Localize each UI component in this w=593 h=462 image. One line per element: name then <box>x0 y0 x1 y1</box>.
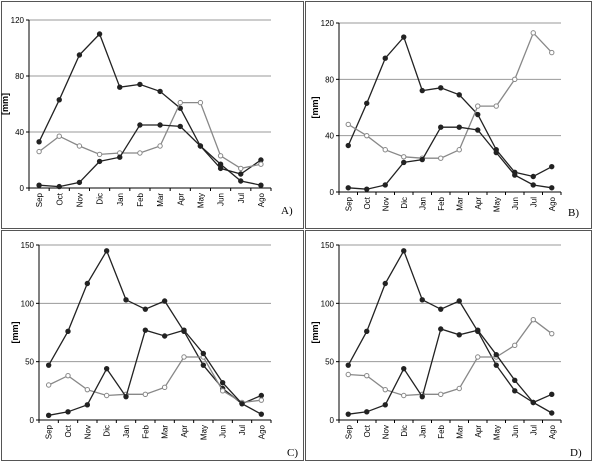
panel-border <box>306 2 592 229</box>
y-tick-label: 150 <box>320 241 334 250</box>
y-tick-label: 0 <box>19 184 24 193</box>
x-tick-label: Jan <box>418 425 428 438</box>
data-point-series-3 <box>220 380 224 384</box>
data-point-series-2 <box>457 386 461 390</box>
data-point-series-1 <box>124 298 128 302</box>
data-point-series-2 <box>77 144 81 148</box>
data-point-series-2 <box>138 151 142 155</box>
x-tick-label: Dic <box>399 425 409 437</box>
y-tick-label: 50 <box>325 357 334 367</box>
data-point-series-3 <box>46 413 50 417</box>
data-point-series-3 <box>476 128 480 132</box>
panel-label: C) <box>287 447 298 459</box>
data-point-series-2 <box>259 398 263 402</box>
data-point-series-3 <box>77 180 81 184</box>
data-point-series-2 <box>457 148 461 152</box>
y-tick-label: 100 <box>20 299 34 309</box>
x-tick-label: May <box>492 425 502 441</box>
data-point-series-1 <box>143 307 147 311</box>
data-point-series-2 <box>402 155 406 159</box>
series-line-2 <box>348 33 552 158</box>
data-point-series-3 <box>239 179 243 183</box>
data-point-series-2 <box>531 317 535 321</box>
y-tick-label: 120 <box>320 19 334 28</box>
data-point-series-1 <box>457 93 461 97</box>
data-point-series-2 <box>513 77 517 81</box>
data-point-series-3 <box>124 394 128 398</box>
data-point-series-1 <box>439 86 443 90</box>
data-point-series-1 <box>550 164 554 168</box>
x-tick-label: Apr <box>176 193 186 206</box>
x-tick-label: Jun <box>510 425 520 438</box>
data-point-series-2 <box>66 373 70 377</box>
x-tick-label: Jan <box>115 193 125 206</box>
data-point-series-2 <box>162 385 166 389</box>
y-tick-label: 40 <box>325 131 334 141</box>
data-point-series-2 <box>383 148 387 152</box>
data-point-series-3 <box>182 328 186 332</box>
x-tick-label: Dic <box>399 197 409 209</box>
data-point-series-3 <box>57 184 61 188</box>
chart-panel-1 <box>0 2 304 229</box>
data-point-series-2 <box>218 154 222 158</box>
data-point-series-2 <box>494 104 498 108</box>
data-point-series-1 <box>77 53 81 57</box>
data-point-series-3 <box>550 411 554 415</box>
series-line-2 <box>348 320 552 396</box>
x-tick-label: Oct <box>362 425 372 438</box>
x-tick-label: Nov <box>381 425 391 440</box>
data-point-series-3 <box>66 410 70 414</box>
data-point-series-2 <box>365 373 369 377</box>
data-point-series-1 <box>383 56 387 60</box>
data-point-series-2 <box>550 50 554 54</box>
data-point-series-3 <box>259 412 263 416</box>
x-tick-label: Mar <box>156 193 166 207</box>
x-tick-label: Nov <box>381 197 391 212</box>
data-point-series-2 <box>143 392 147 396</box>
y-tick-label: 80 <box>15 72 24 81</box>
data-point-series-3 <box>138 123 142 127</box>
data-point-series-3 <box>365 187 369 191</box>
data-point-series-3 <box>550 186 554 190</box>
data-point-series-1 <box>402 249 406 253</box>
x-tick-label: Oct <box>64 425 73 438</box>
x-tick-label: Jul <box>529 425 539 436</box>
data-point-series-1 <box>37 140 41 144</box>
data-point-series-3 <box>143 328 147 332</box>
data-point-series-1 <box>476 112 480 116</box>
x-tick-label: Apr <box>473 197 483 210</box>
x-tick-label: Jun <box>218 425 228 438</box>
y-tick-label: 40 <box>15 128 24 137</box>
data-point-series-2 <box>550 331 554 335</box>
data-point-series-1 <box>365 101 369 105</box>
data-point-series-2 <box>346 122 350 126</box>
chart-panel-4 <box>306 231 592 461</box>
data-point-series-3 <box>402 366 406 370</box>
x-tick-label: May <box>199 425 209 441</box>
data-point-series-1 <box>457 299 461 303</box>
data-point-series-1 <box>346 363 350 367</box>
data-point-series-2 <box>182 355 186 359</box>
series-line-1 <box>39 34 261 174</box>
data-point-series-1 <box>383 281 387 285</box>
data-point-series-3 <box>531 183 535 187</box>
data-point-series-3 <box>531 400 535 404</box>
data-point-series-1 <box>439 307 443 311</box>
data-point-series-2 <box>383 387 387 391</box>
y-axis-label: [mm] <box>0 93 10 115</box>
data-point-series-3 <box>457 125 461 129</box>
data-point-series-1 <box>259 393 263 397</box>
x-tick-label: Nov <box>75 193 85 208</box>
x-tick-label: Sep <box>44 425 54 440</box>
series-line-3 <box>348 329 552 414</box>
data-point-series-1 <box>46 363 50 367</box>
data-point-series-1 <box>346 143 350 147</box>
data-point-series-3 <box>420 157 424 161</box>
data-point-series-3 <box>513 173 517 177</box>
data-point-series-1 <box>158 89 162 93</box>
y-tick-label: 50 <box>25 357 34 367</box>
data-point-series-2 <box>513 343 517 347</box>
y-tick-label: 100 <box>320 299 334 309</box>
data-point-series-3 <box>439 327 443 331</box>
data-point-series-3 <box>346 412 350 416</box>
data-point-series-1 <box>97 32 101 36</box>
x-tick-label: May <box>492 197 502 213</box>
data-point-series-3 <box>259 183 263 187</box>
data-point-series-3 <box>494 352 498 356</box>
data-point-series-3 <box>402 160 406 164</box>
y-tick-label: 150 <box>20 241 34 250</box>
data-point-series-2 <box>402 393 406 397</box>
data-point-series-1 <box>420 298 424 302</box>
series-line-3 <box>39 125 261 187</box>
y-tick-label: 120 <box>10 16 24 25</box>
y-axis-label: [mm] <box>310 321 320 344</box>
data-point-series-3 <box>439 125 443 129</box>
series-line-1 <box>348 37 552 176</box>
data-point-series-1 <box>239 172 243 176</box>
x-tick-label: Oct <box>55 193 65 206</box>
data-point-series-3 <box>383 403 387 407</box>
data-point-series-3 <box>201 351 205 355</box>
data-point-series-1 <box>162 299 166 303</box>
data-point-series-1 <box>513 389 517 393</box>
data-point-series-2 <box>158 144 162 148</box>
data-point-series-1 <box>402 35 406 39</box>
data-point-series-2 <box>439 156 443 160</box>
x-tick-label: Dic <box>95 193 105 205</box>
data-point-series-3 <box>158 123 162 127</box>
x-tick-label: Apr <box>473 425 483 438</box>
chart-panel-3 <box>2 231 304 461</box>
panel-label: A) <box>281 205 293 217</box>
data-point-series-2 <box>531 31 535 35</box>
data-point-series-3 <box>365 410 369 414</box>
data-point-series-3 <box>162 334 166 338</box>
data-point-series-2 <box>37 149 41 153</box>
panel-label: D) <box>570 447 582 459</box>
data-point-series-1 <box>201 363 205 367</box>
x-tick-label: Feb <box>135 193 145 207</box>
data-point-series-1 <box>138 82 142 86</box>
data-point-series-2 <box>57 134 61 138</box>
data-point-series-3 <box>494 150 498 154</box>
data-point-series-1 <box>66 329 70 333</box>
data-point-series-1 <box>118 85 122 89</box>
data-point-series-2 <box>439 392 443 396</box>
series-line-3 <box>348 127 552 189</box>
y-axis-label: [mm] <box>10 321 20 344</box>
x-tick-label: Apr <box>180 425 189 438</box>
data-point-series-1 <box>531 174 535 178</box>
data-point-series-1 <box>85 281 89 285</box>
data-point-series-3 <box>97 159 101 163</box>
data-point-series-1 <box>104 249 108 253</box>
data-point-series-3 <box>218 162 222 166</box>
data-point-series-3 <box>178 124 182 128</box>
data-point-series-3 <box>457 333 461 337</box>
x-tick-label: Dic <box>102 425 112 437</box>
x-tick-label: Jul <box>529 197 539 208</box>
data-point-series-2 <box>476 355 480 359</box>
x-tick-label: Jan <box>418 197 428 210</box>
data-point-series-2 <box>198 100 202 104</box>
data-point-series-2 <box>46 383 50 387</box>
data-point-series-2 <box>365 133 369 137</box>
data-point-series-2 <box>239 166 243 170</box>
y-axis-label: [mm] <box>310 96 320 119</box>
y-tick-label: 0 <box>29 416 34 425</box>
data-point-series-2 <box>178 100 182 104</box>
chart-panel-2 <box>306 2 592 229</box>
data-point-series-1 <box>494 363 498 367</box>
x-tick-label: Ago <box>256 193 266 208</box>
x-tick-label: Jan <box>122 425 131 438</box>
x-tick-label: Sep <box>344 425 354 440</box>
x-tick-label: Jul <box>236 193 246 204</box>
x-tick-label: Sep <box>35 193 45 208</box>
data-point-series-3 <box>37 183 41 187</box>
data-point-series-3 <box>513 378 517 382</box>
x-tick-label: Jun <box>510 197 520 210</box>
data-point-series-1 <box>365 329 369 333</box>
data-point-series-3 <box>85 403 89 407</box>
x-tick-label: Ago <box>257 425 267 440</box>
data-point-series-2 <box>346 372 350 376</box>
x-tick-label: Feb <box>436 197 446 211</box>
data-point-series-1 <box>550 392 554 396</box>
data-point-series-2 <box>220 389 224 393</box>
x-tick-label: Mar <box>160 425 170 439</box>
x-tick-label: Nov <box>83 425 93 440</box>
x-tick-label: Feb <box>141 425 151 439</box>
x-tick-label: Mar <box>455 197 465 211</box>
x-tick-label: May <box>196 193 206 209</box>
data-point-series-3 <box>240 401 244 405</box>
y-tick-label: 80 <box>325 75 334 85</box>
data-point-series-3 <box>118 155 122 159</box>
series-line-2 <box>39 103 261 169</box>
panel-label: B) <box>568 207 579 219</box>
data-point-series-3 <box>346 186 350 190</box>
series-line-3 <box>49 330 262 415</box>
data-point-series-3 <box>104 366 108 370</box>
x-tick-label: Mar <box>455 425 465 439</box>
data-point-series-3 <box>420 394 424 398</box>
data-point-series-2 <box>97 152 101 156</box>
x-tick-label: Sep <box>344 197 354 212</box>
x-tick-label: Ago <box>547 425 557 440</box>
y-tick-label: 0 <box>329 188 334 197</box>
data-point-series-1 <box>57 98 61 102</box>
series-line-1 <box>348 251 552 403</box>
data-point-series-2 <box>259 162 263 166</box>
data-point-series-1 <box>420 88 424 92</box>
series-line-2 <box>49 357 262 403</box>
data-point-series-2 <box>85 387 89 391</box>
x-tick-label: Ago <box>547 197 557 212</box>
data-point-series-2 <box>476 104 480 108</box>
y-tick-label: 0 <box>329 416 334 425</box>
x-tick-label: Jun <box>216 193 226 206</box>
series-line-1 <box>49 251 262 404</box>
data-point-series-2 <box>104 393 108 397</box>
x-tick-label: Jul <box>238 425 247 436</box>
data-point-series-3 <box>198 144 202 148</box>
data-point-series-3 <box>383 183 387 187</box>
data-point-series-3 <box>476 328 480 332</box>
x-tick-label: Oct <box>362 197 372 210</box>
x-tick-label: Feb <box>436 425 446 439</box>
